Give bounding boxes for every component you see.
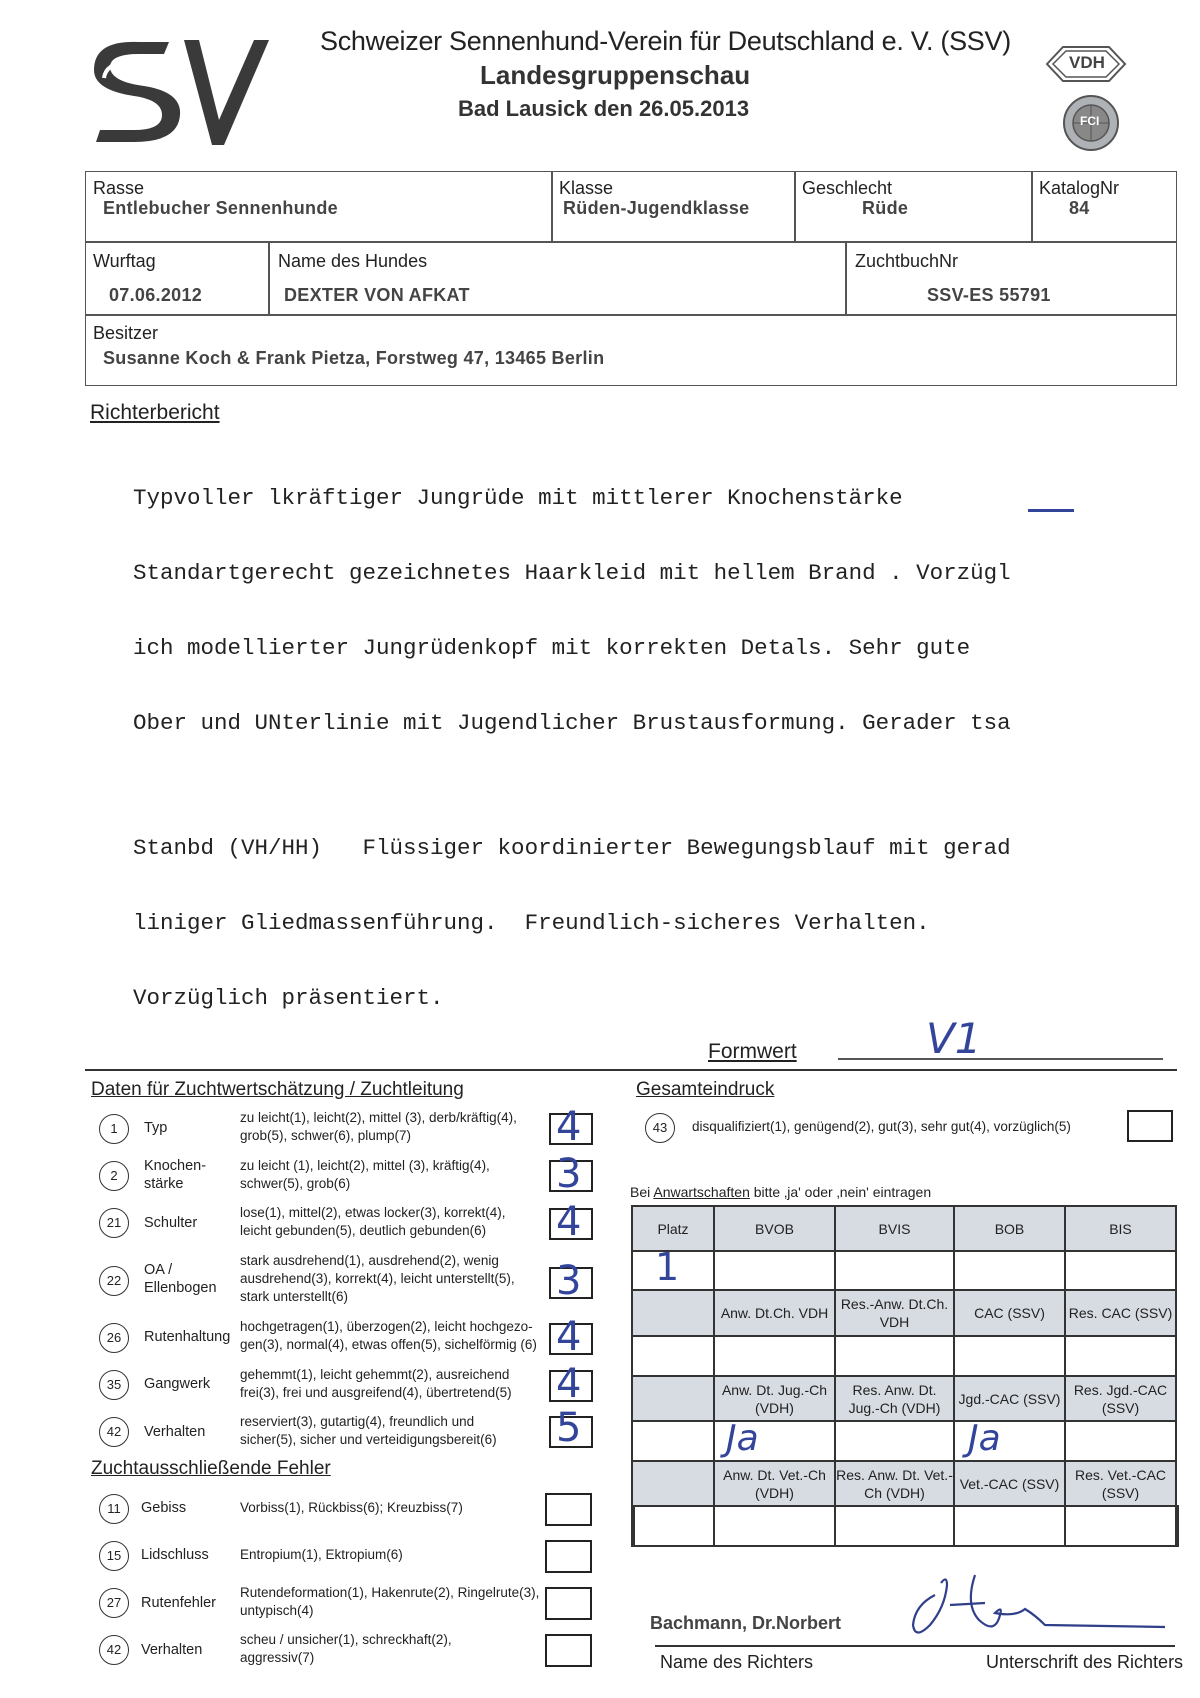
anwart-note-pre: Bei: [630, 1184, 654, 1200]
report-line: Vorzüglich präsentiert.: [133, 985, 444, 1011]
katalog-value: 84: [1069, 198, 1090, 218]
fehler-label: Gebiss: [141, 1500, 187, 1516]
table-cell-label: Res. CAC (SSV): [1068, 1305, 1173, 1321]
judge-signature: [905, 1565, 1175, 1645]
name-label: Name des Hundes: [278, 251, 428, 271]
report-line: ich modellierter Jungrüdenkopf mit korrekten Detals. Sehr gute: [133, 635, 971, 661]
klasse-label: Klasse: [559, 178, 614, 198]
fehler-box[interactable]: [545, 1493, 592, 1526]
zucht-mark: 3: [556, 1258, 582, 1304]
zucht-desc: reserviert(3), gutartig(4), freundlich und sicher(5), sicher und verteidigungsbereit(6): [240, 1414, 497, 1447]
fehler-box[interactable]: [545, 1587, 592, 1620]
report-line: Stanbd (VH/HH) Flüssiger koordinierter Bewegungsblauf mit gerad: [133, 835, 1011, 861]
wurftag-value: 07.06.2012: [109, 285, 203, 305]
rasse-value: Entlebucher Sennenhunde: [103, 198, 338, 218]
zucht-title: Daten für Zuchtwertschätzung / Zuchtleitung: [91, 1079, 464, 1100]
zucht-desc: stark ausdrehend(1), ausdrehend(2), wenig ausdrehend(3), korrekt(4), leicht unterstellt(5), stark unterstellt(6): [240, 1253, 515, 1304]
fehler-label: Verhalten: [141, 1642, 203, 1658]
report-title: Richterbericht: [90, 401, 220, 424]
table-cell-label: Res. Vet.-CAC (SSV): [1074, 1466, 1167, 1501]
zucht-label: Verhalten: [144, 1424, 206, 1440]
name-value: DEXTER VON AFKAT: [284, 285, 470, 305]
zucht-num: 2: [99, 1161, 129, 1191]
anwart-ja-2: Ja: [968, 1418, 1001, 1459]
geschlecht-label: Geschlecht: [802, 178, 893, 198]
judge-sign-label: Unterschrift des Richters: [986, 1652, 1184, 1672]
fci-logo: [1062, 94, 1120, 152]
strike-mark: [1028, 509, 1074, 512]
zucht-desc: hochgetragen(1), überzogen(2), leicht hochgezo-gen(3), normal(4), etwas offen(5), sichelförmig (6): [240, 1319, 537, 1352]
fehler-num: 42: [99, 1635, 129, 1665]
zucht-mark: 3: [556, 1151, 582, 1197]
table-cell-label: Anw. Dt. Vet.-Ch (VDH): [723, 1466, 826, 1501]
zucht-label: Typ: [144, 1120, 168, 1136]
zuchtbuch-label: ZuchtbuchNr: [855, 251, 959, 271]
fehler-desc: Entropium(1), Ektropium(6): [240, 1547, 403, 1562]
formwert-label: Formwert: [708, 1040, 797, 1063]
anwart-note-post: bitte ‚ja' oder ‚nein' eintragen: [749, 1184, 932, 1200]
rasse-label: Rasse: [93, 178, 145, 198]
report-line: liniger Gliedmassenführung. Freundlich-sicheres Verhalten.: [133, 910, 930, 936]
report-line: Ober und UNterlinie mit Jugendlicher Brustausformung. Gerader tsa: [133, 710, 1011, 736]
table-cell-label: Anw. Dt. Jug.-Ch (VDH): [721, 1381, 828, 1416]
zucht-mark: 4: [556, 1314, 582, 1360]
zucht-label: Rutenhaltung: [144, 1329, 231, 1345]
table-cell-label: CAC (SSV): [974, 1305, 1045, 1321]
event-title: Landesgruppenschau: [480, 60, 751, 90]
zucht-mark: 4: [556, 1104, 582, 1150]
fehler-desc: Vorbiss(1), Rückbiss(6); Kreuzbiss(7): [240, 1500, 463, 1515]
org-title: Schweizer Sennenhund-Verein für Deutschland e. V. (SSV): [320, 26, 1011, 56]
report-line: Standartgerecht gezeichnetes Haarkleid mit hellem Brand . Vorzügl: [133, 560, 1011, 586]
anwart-note: [630, 1184, 931, 1200]
table-cell-label: Jgd.-CAC (SSV): [958, 1390, 1061, 1407]
zucht-num: 26: [99, 1323, 129, 1353]
formwert-value: V1: [926, 1014, 982, 1063]
fehler-num: 27: [99, 1588, 129, 1618]
zucht-label: OA / Ellenbogen: [144, 1262, 217, 1296]
fehler-num: 11: [99, 1494, 129, 1524]
place-date: Bad Lausick den 26.05.2013: [458, 96, 750, 121]
vdh-logo-text: VDH: [1069, 53, 1105, 72]
zucht-desc: lose(1), mittel(2), etwas locker(3), korrekt(4), leicht gebunden(5), deutlich gebunden(6): [240, 1205, 506, 1238]
zucht-num: 42: [99, 1417, 129, 1447]
fehler-desc: scheu / unsicher(1), schreckhaft(2), aggressiv(7): [240, 1632, 452, 1665]
fehler-num: 15: [99, 1541, 129, 1571]
table-cell-label: Res. Anw. Dt. Jug.-Ch (VDH): [848, 1381, 941, 1416]
zucht-mark: 5: [556, 1405, 582, 1451]
report-text: [133, 436, 1011, 1036]
zucht-mark: 4: [556, 1361, 582, 1407]
zucht-label: Gangwerk: [144, 1376, 211, 1392]
table-cell-label: Res. Jgd.-CAC (SSV): [1073, 1381, 1168, 1416]
zuchtbuch-value: SSV-ES 55791: [927, 285, 1051, 305]
judge-name-label: Name des Richters: [660, 1652, 814, 1672]
table-header: BOB: [994, 1220, 1025, 1237]
zucht-label: Schulter: [144, 1215, 198, 1231]
zucht-desc: gehemmt(1), leicht gehemmt(2), ausreichend frei(3), frei und ausgreifend(4), übertretend(5): [240, 1367, 512, 1400]
judge-name: Bachmann, Dr.Norbert: [650, 1613, 842, 1633]
wurftag-label: Wurftag: [93, 251, 156, 271]
platz-value: 1: [655, 1245, 680, 1289]
zucht-num: 1: [99, 1114, 129, 1144]
table-header: Platz: [657, 1220, 689, 1237]
gesamt-box[interactable]: [1127, 1110, 1173, 1142]
ssv-logo: [84, 30, 269, 150]
fehler-label: Rutenfehler: [141, 1595, 216, 1611]
table-cell-label: Res. Anw. Dt. Vet.-Ch (VDH): [836, 1466, 953, 1501]
vdh-logo: [1045, 44, 1127, 84]
fci-logo-text: FCI: [1080, 114, 1100, 128]
table-cell-label: Vet.-CAC (SSV): [959, 1475, 1060, 1492]
zucht-num: 21: [99, 1208, 129, 1238]
zucht-num: 35: [99, 1370, 129, 1400]
zucht-desc: zu leicht (1), leicht(2), mittel (3), kräftig(4), schwer(5), grob(6): [240, 1158, 490, 1191]
anwart-note-link: Anwartschaften: [653, 1184, 750, 1200]
fehler-label: Lidschluss: [141, 1547, 209, 1563]
table-header: BVOB: [755, 1220, 794, 1237]
katalog-label: KatalogNr: [1039, 178, 1120, 198]
fehler-title: Zuchtausschließende Fehler: [91, 1458, 331, 1479]
klasse-value: Rüden-Jugendklasse: [563, 198, 750, 218]
zucht-num: 22: [99, 1266, 129, 1296]
zucht-mark: 4: [556, 1199, 582, 1245]
gesamt-title: Gesamteindruck: [636, 1079, 775, 1100]
geschlecht-value: Rüde: [862, 198, 909, 218]
report-line: Typvoller lkräftiger Jungrüde mit mittlerer Knochenstärke: [133, 485, 903, 511]
table-header: BVIS: [878, 1220, 911, 1237]
fehler-box[interactable]: [545, 1634, 592, 1667]
zucht-desc: zu leicht(1), leicht(2), mittel (3), derb/kräftig(4), grob(5), schwer(6), plump(7): [240, 1110, 517, 1143]
fehler-desc: Rutendeformation(1), Hakenrute(2), Ringelrute(3), untypisch(4): [240, 1585, 540, 1618]
anwart-ja-1: Ja: [726, 1418, 759, 1459]
table-cell-label: Res.-Anw. Dt.Ch. VDH: [840, 1296, 949, 1330]
zucht-label: Knochen-stärke: [144, 1158, 207, 1192]
gesamt-num: 43: [645, 1113, 675, 1143]
table-cell-label: Anw. Dt.Ch. VDH: [720, 1305, 829, 1321]
fehler-box[interactable]: [545, 1540, 592, 1573]
besitzer-label: Besitzer: [93, 323, 159, 343]
besitzer-value: Susanne Koch & Frank Pietza, Forstweg 47, 13465 Berlin: [103, 348, 605, 368]
table-header: BIS: [1109, 1220, 1132, 1237]
gesamt-desc: disqualifiziert(1), genügend(2), gut(3), sehr gut(4), vorzüglich(5): [692, 1119, 1071, 1134]
